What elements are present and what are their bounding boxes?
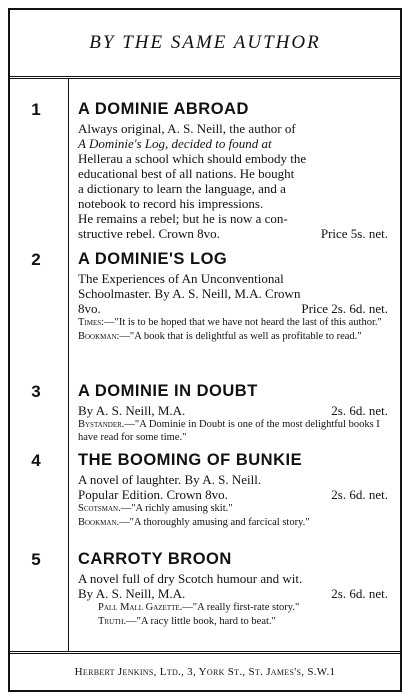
price-row [78, 586, 388, 601]
description-line: A novel full of dry Scotch humour and wit. [78, 571, 303, 586]
book-title: THE BOOMING OF BUNKIE [78, 451, 303, 469]
publisher-footer [10, 651, 400, 690]
book-title: A DOMINIE ABROAD [78, 100, 249, 118]
review-quote [78, 419, 388, 444]
review-text: :—"A book that is delightful as well as profitable to read." [116, 330, 362, 342]
description-line: He remains a rebel; but he is now a con- [78, 211, 288, 226]
book-number: 3 [31, 382, 41, 401]
review-source: Times [78, 317, 102, 328]
publisher-address: Herbert Jenkins, Ltd., 3, York St., St. James's, S.W.1 [74, 666, 336, 678]
review-source: Bookman [78, 330, 117, 342]
review-quote [78, 616, 388, 629]
edition-text: 8vo. [78, 301, 101, 316]
price-text: 2s. 6d. net. [331, 487, 388, 502]
review-text: .—"A Dominie in Doubt is one of the most delightful books I have read for some time." [78, 419, 380, 443]
review-text: .—"A richly amusing skit." [118, 503, 233, 514]
book-description [78, 472, 388, 502]
book-title: A DOMINIE IN DOUBT [78, 382, 258, 400]
review-quote [78, 331, 388, 344]
book-title: A DOMINIE'S LOG [78, 250, 228, 268]
review-quote [78, 317, 388, 330]
review-source: Scotsman [78, 503, 119, 514]
book-title: CARROTY BROON [78, 550, 232, 568]
price-text: Price 2s. 6d. net. [301, 301, 388, 316]
price-text: 2s. 6d. net. [331, 586, 388, 601]
page-title: BY THE SAME AUTHOR [89, 32, 321, 53]
price-row [78, 487, 388, 502]
author-text: By A. S. Neill, M.A. [78, 586, 186, 601]
column-divider [68, 78, 69, 652]
description-line: Always original, A. S. Neill, the author of [78, 121, 296, 136]
description-line: a dictionary to learn the language, and a [78, 181, 286, 196]
review-quote [78, 602, 388, 615]
review-source: Bookman [78, 516, 117, 528]
review-source: Bystander [78, 419, 122, 430]
price-row [78, 301, 388, 316]
book-number: 1 [31, 100, 41, 119]
review-quote [78, 517, 388, 530]
description-line: The Experiences of An Unconventional [78, 271, 284, 286]
review-source: Pall Mall Gazette [98, 602, 180, 613]
edition-text: structive rebel. Crown 8vo. [78, 226, 220, 241]
description-line: notebook to record his impressions. [78, 196, 264, 211]
description-line: educational best of all nations. He bought [78, 166, 295, 181]
price-row [78, 226, 388, 241]
advertisement-page [8, 8, 402, 692]
author-text: By A. S. Neill, M.A. [78, 403, 186, 418]
edition-text: Popular Edition. Crown 8vo. [78, 487, 228, 502]
book-description [78, 271, 388, 316]
book-description [78, 571, 388, 601]
book-description [78, 121, 388, 241]
price-text: Price 5s. net. [320, 226, 388, 241]
description-line: Hellerau a school which should embody the [78, 151, 307, 166]
review-text: :—"It is to be hoped that we have not heard the last of this author." [101, 317, 382, 328]
description-line: Schoolmaster. By A. S. Neill, M.A. Crown [78, 286, 301, 301]
review-quote [78, 503, 388, 516]
review-text: .—"A thoroughly amusing and farcical story." [116, 516, 310, 528]
book-number: 4 [31, 451, 41, 470]
book-list [10, 78, 400, 652]
book-description [78, 403, 388, 418]
book-number: 5 [31, 550, 41, 569]
price-row [78, 403, 388, 418]
review-text: .—"A really first-rate story." [179, 602, 300, 613]
review-source: Truth [98, 615, 124, 627]
review-text: .—"A racy little book, hard to beat." [123, 615, 276, 627]
header [10, 10, 400, 79]
book-number: 2 [31, 250, 41, 269]
description-line: A Dominie's Log, decided to found at [78, 136, 272, 151]
description-line: A novel of laughter. By A. S. Neill. [78, 472, 262, 487]
price-text: 2s. 6d. net. [331, 403, 388, 418]
